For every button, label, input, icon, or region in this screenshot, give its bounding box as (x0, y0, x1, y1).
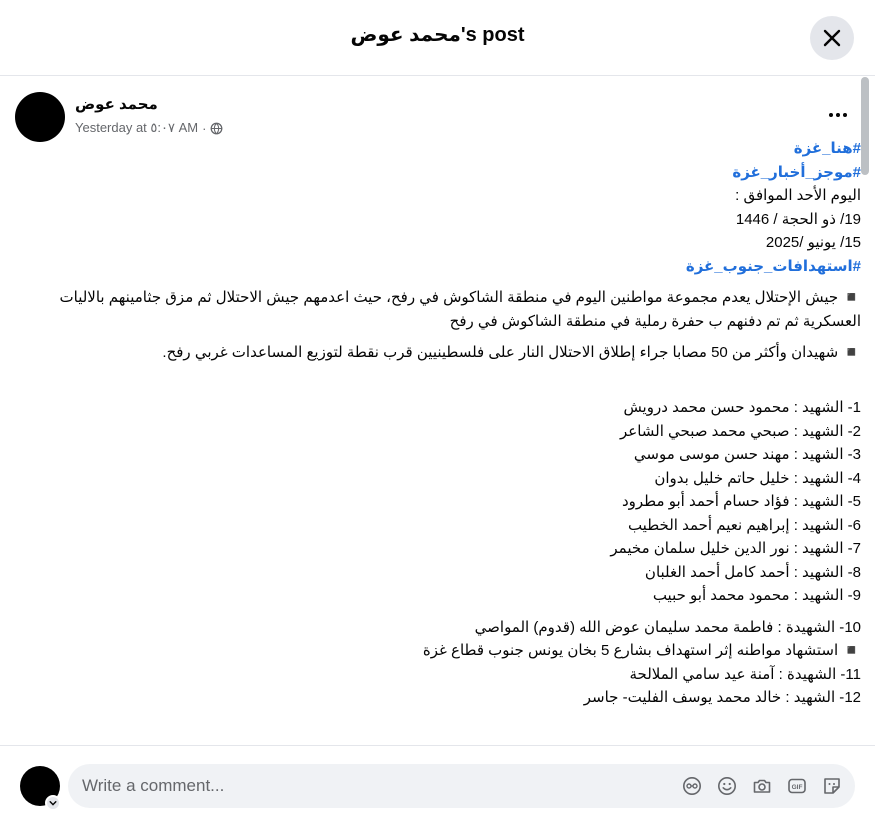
author-name[interactable]: محمد عوض (75, 96, 158, 113)
date-line: اليوم الأحد الموافق : (735, 187, 861, 204)
martyr-item: 10- الشهيدة : فاطمة محمد سليمان عوض الله (قدوم) المواصي (474, 618, 861, 636)
martyr-item: 5- الشهيد : فؤاد حسام أحمد أبو مطرود (621, 493, 861, 510)
martyr-item: 4- الشهيد : خليل حاتم خليل بدوان (654, 469, 861, 487)
date-line: 19/ ذو الحجة / 1446 (735, 210, 861, 228)
dialog-title: محمد عوض's post (350, 24, 525, 46)
news-bullet: ◾️ شهيدان وأكثر من 50 مصابا جراء إطلاق الاحتلال النار على فلسطينيين قرب نقطة لتوزيع المساعدات غربي رفح. (162, 344, 861, 361)
meta-separator: · (202, 120, 207, 136)
hashtag-link[interactable]: #هنا_غزة (793, 140, 861, 157)
emoji-icon[interactable] (716, 775, 738, 797)
martyr-item: 12- الشهيد : خالد محمد يوسف الفليت- جاسر (583, 689, 861, 706)
dialog-header (0, 0, 875, 76)
scrollbar-thumb[interactable] (861, 77, 869, 175)
martyr-item: 7- الشهيد : نور الدين خليل سلمان مخيمر (610, 540, 861, 557)
martyr-item: 6- الشهيد : إبراهيم نعيم أحمد الخطيب (627, 516, 861, 534)
martyr-item: 11- الشهيدة : آمنة عيد سامي الملالحة (629, 665, 861, 683)
sticker-icon[interactable] (821, 775, 843, 797)
hashtag-link[interactable]: #موجز_أخبار_غزة (732, 163, 861, 181)
more-dot (843, 113, 847, 117)
martyr-item: 8- الشهيد : أحمد كامل أحمد الغلبان (644, 563, 861, 581)
post-meta (75, 120, 223, 136)
chevron-down-icon[interactable] (45, 795, 61, 811)
more-dot (836, 113, 840, 117)
avatar-sticker-icon[interactable] (681, 775, 703, 797)
hashtag-link[interactable]: #استهدافات_جنوب_غزة (685, 257, 861, 275)
close-button[interactable] (810, 16, 854, 60)
news-bullet: ◾️ جيش الإحتلال يعدم مجموعة مواطنين اليوم في منطقة الشاكوش في رفح، حيث اعدمهم جيش الاحتلال ثم مزق جثامينهم بالاليات العسكرية ثم تم دفنهم ب حفرة رملية في منطقة الشاكوش في رفح (59, 289, 861, 330)
martyr-item: 9- الشهيد : محمود محمد أبو حبيب (652, 587, 861, 604)
martyrs-list-2 (16, 616, 861, 710)
gif-icon[interactable] (786, 775, 808, 797)
author-avatar[interactable] (15, 92, 65, 142)
date-line: 15/ يونيو /2025 (765, 234, 861, 251)
more-options-icon (829, 113, 833, 117)
martyrs-list (16, 396, 861, 608)
news-bullet: ◾️ استشهاد مواطنه إثر استهداف بشارع 5 بخان يونس جنوب قطاع غزة (422, 642, 861, 659)
chevron-glyph (49, 799, 57, 807)
close-icon (822, 28, 842, 48)
spacer (16, 365, 861, 389)
martyr-item: 1- الشهيد : محمود حسن محمد درويش (623, 399, 861, 416)
camera-icon[interactable] (751, 775, 773, 797)
more-options-button[interactable] (822, 103, 854, 127)
post-timestamp[interactable]: Yesterday at ٥:٠٧ AM (75, 120, 199, 135)
globe-icon[interactable] (210, 122, 223, 135)
martyr-item: 2- الشهيد : صبحي محمد صبحي الشاعر (619, 422, 861, 440)
svg-text:GIF: GIF (791, 784, 803, 791)
martyr-item: 3- الشهيد : مهند حسن موسى موسي (633, 446, 861, 463)
post-text (16, 137, 861, 710)
